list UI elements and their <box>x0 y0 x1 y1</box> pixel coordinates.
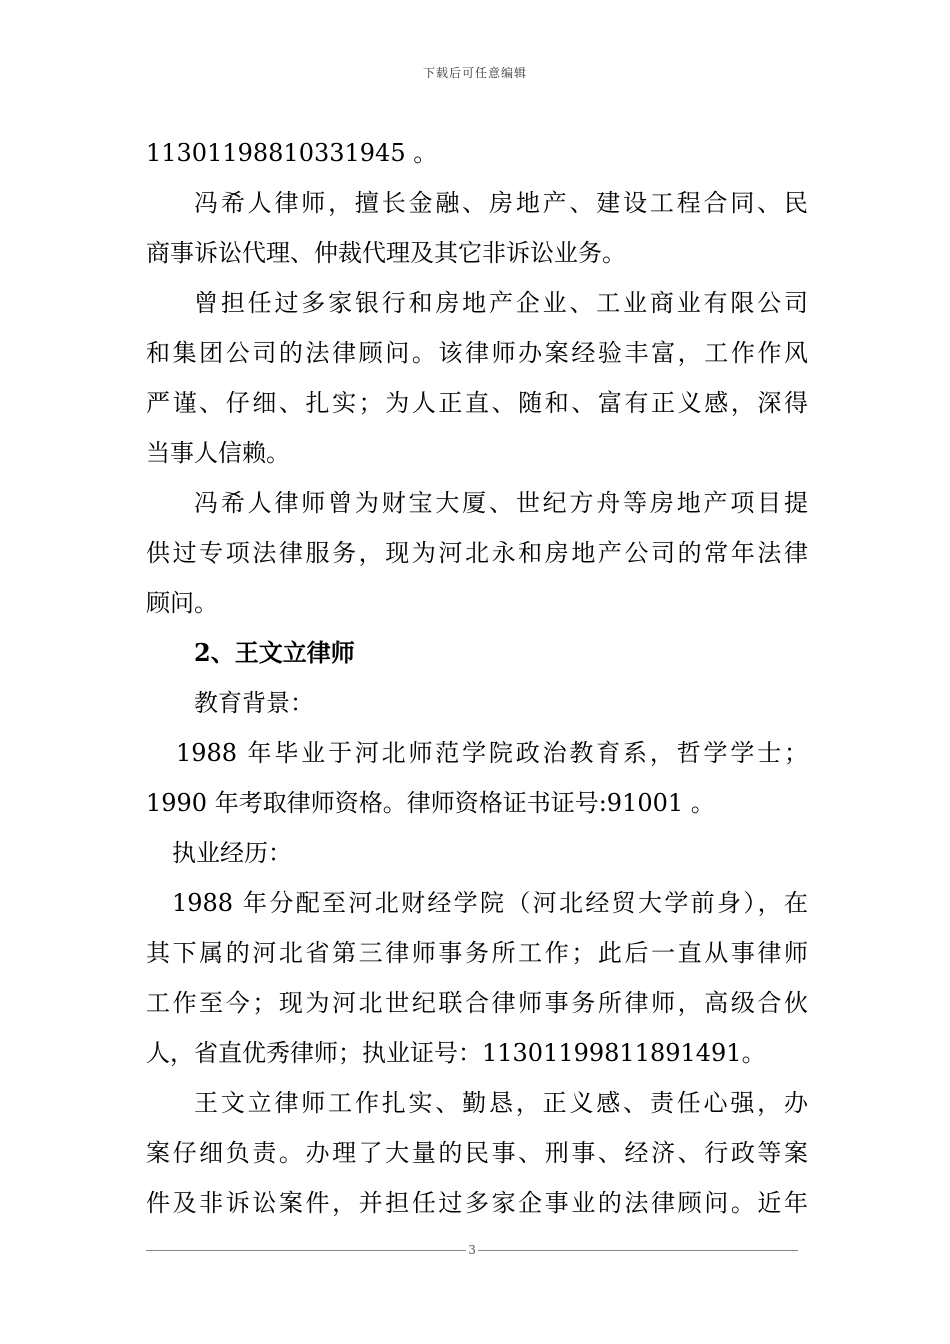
text-line: 和集团公司的法律顾问。该律师办案经验丰富，工作作风 <box>146 339 808 367</box>
text-line: 1988 年分配至河北财经学院（河北经贸大学前身），在 <box>172 889 808 917</box>
text-line: 1990 年考取律师资格。律师资格证书证号:91001 。 <box>146 789 715 817</box>
text-line: 工作至今；现为河北世纪联合律师事务所律师，高级合伙 <box>146 989 808 1017</box>
text-line: 顾问。 <box>146 589 218 617</box>
text-line: 王文立律师工作扎实、勤恳，正义感、责任心强，办 <box>194 1089 808 1117</box>
text-line: 教育背景： <box>194 689 314 717</box>
footer-rule-right <box>478 1250 798 1251</box>
text-line: 供过专项法律服务，现为河北永和房地产公司的常年法律 <box>146 539 808 567</box>
text-line: 商事诉讼代理、仲裁代理及其它非诉讼业务。 <box>146 239 626 267</box>
text-line: 人，省直优秀律师；执业证号：11301199811891491。 <box>146 1039 766 1067</box>
page-number: 3 <box>468 1243 476 1257</box>
text-line: 严谨、仔细、扎实；为人正直、随和、富有正义感，深得 <box>146 389 808 417</box>
text-line: 冯希人律师曾为财宝大厦、世纪方舟等房地产项目提 <box>194 489 808 517</box>
text-line: 当事人信赖。 <box>146 439 290 467</box>
text-line: 件及非诉讼案件，并担任过多家企事业的法律顾问。近年 <box>146 1189 808 1217</box>
page-footer <box>146 1243 798 1257</box>
text-line: 冯希人律师，擅长金融、房地产、建设工程合同、民 <box>194 189 808 217</box>
page-header: 下载后可任意编辑 <box>422 66 527 80</box>
text-line: 11301198810331945 。 <box>146 139 438 167</box>
text-line: 执业经历： <box>172 839 292 867</box>
text-line: 曾担任过多家银行和房地产企业、工业商业有限公司 <box>194 289 808 317</box>
text-line: 1988 年毕业于河北师范学院政治教育系，哲学学士； <box>176 739 808 767</box>
text-line: 其下属的河北省第三律师事务所工作；此后一直从事律师 <box>146 939 808 967</box>
text-line: 案仔细负责。办理了大量的民事、刑事、经济、行政等案 <box>146 1139 808 1167</box>
document-body <box>146 128 808 1228</box>
footer-rule-left <box>146 1250 466 1251</box>
section-heading: 2、王文立律师 <box>194 638 355 667</box>
